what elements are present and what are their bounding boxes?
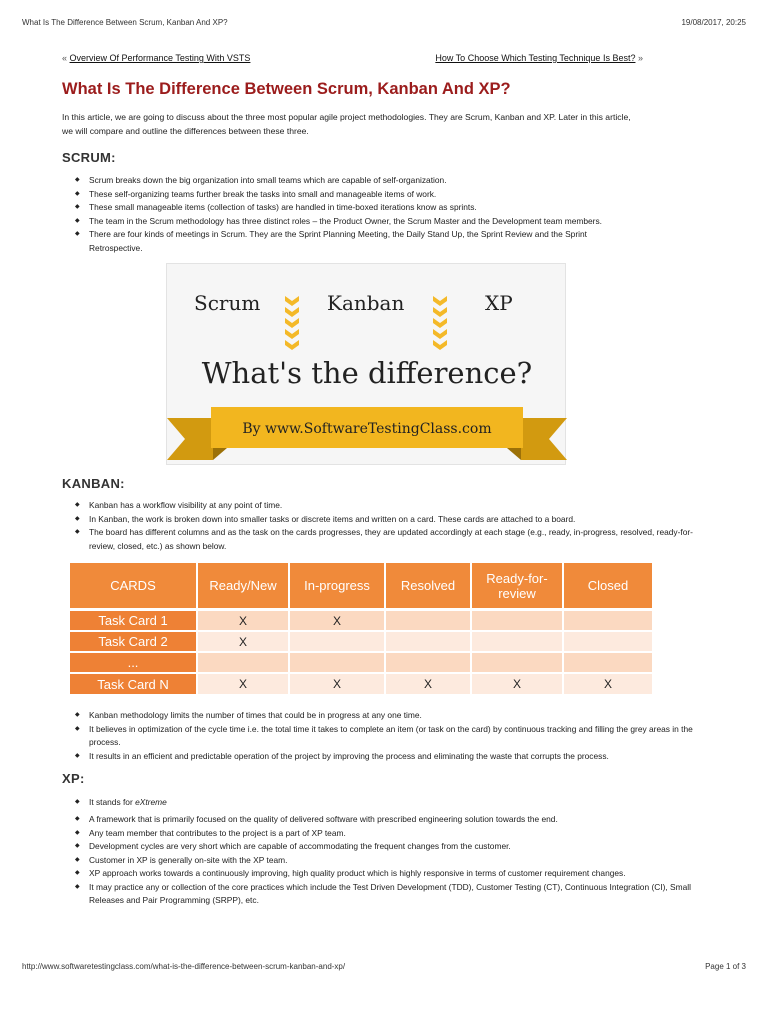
list-item: ◆ It believes in optimization of the cycle time i.e. the total time it takes to complete an item (or task on the card) by continuous tracking and filling the grey areas in the process. [75, 723, 695, 750]
post-navigation [62, 53, 643, 63]
kanban-heading: KANBAN: [62, 476, 125, 491]
table-header-cell: Resolved [386, 563, 472, 608]
table-cell: X [386, 674, 472, 694]
list-item: ◆ There are four kinds of meetings in Scrum. They are the Sprint Planning Meeting, the Daily Stand Up, the Sprint Review and the Sprint Retrospective. [75, 228, 635, 255]
table-cell [472, 632, 564, 651]
table-cell [198, 653, 290, 672]
article-title: What Is The Difference Between Scrum, Kanban And XP? [62, 80, 511, 98]
page-number: Page 1 of 3 [705, 962, 746, 971]
table-row [70, 611, 652, 630]
kanban-after-list [75, 709, 695, 763]
table-header-cell: In-progress [290, 563, 386, 608]
comparison-banner-image [166, 263, 566, 465]
table-cell [386, 653, 472, 672]
table-cell [290, 653, 386, 672]
table-cell [564, 611, 652, 630]
list-item: ◆ These small manageable items (collection of tasks) are handled in time-boxed iterations know as sprints. [75, 201, 695, 215]
list-item: ◆ The board has different columns and as the task on the cards progresses, they are updated accordingly at each stage (e.g., ready, in-progress, resolved, ready-for-review, closed, etc.) as shown below. [75, 526, 695, 553]
intro-line: In this article, we are going to discuss about the three most popular agile project methodologies. They are Scrum, Kanban and XP. Later in this article, [62, 112, 631, 122]
table-header-cell: Closed [564, 563, 652, 608]
print-header-datetime: 19/08/2017, 20:25 [681, 18, 746, 27]
table-cell: X [290, 674, 386, 694]
table-row [70, 632, 652, 651]
list-item: ◆ Customer in XP is generally on-site with the XP team. [75, 854, 695, 868]
row-label: Task Card 2 [70, 632, 198, 651]
stands-term: eXtreme [135, 797, 167, 807]
chevron-down-icon [433, 296, 447, 350]
table-header-cell: Ready-for-review [472, 563, 564, 608]
row-label: Task Card N [70, 674, 198, 694]
print-footer [22, 962, 746, 976]
kanban-board-table [70, 563, 652, 698]
list-item: ◆ It may practice any or collection of the core practices which include the Test Driven Development (TDD), Customer Testing (CT), Continuous Integration (CI), Small Releases and Pair Programming (SRPP), etc. [75, 881, 695, 908]
scrum-bullet-list [75, 174, 695, 255]
page-url: http://www.softwaretestingclass.com/what-is-the-difference-between-scrum-kanban-and-xp/ [22, 962, 346, 971]
banner-ribbon-text: By www.SoftwareTestingClass.com [242, 421, 492, 437]
table-header-cell: Ready/New [198, 563, 290, 608]
list-item: ◆ Development cycles are very short which are capable of accommodating the frequent changes from the customer. [75, 840, 695, 854]
table-header-row [70, 563, 652, 608]
table-cell: X [290, 611, 386, 630]
table-cell [564, 632, 652, 651]
banner-word-scrum: Scrum [194, 291, 261, 315]
prev-post-link[interactable]: Overview Of Performance Testing With VSTS [69, 53, 251, 63]
prev-arrow: « [62, 53, 68, 63]
article-intro [62, 110, 702, 138]
row-label: Task Card 1 [70, 611, 198, 630]
xp-bullet-list [75, 813, 695, 908]
banner-word-xp: XP [485, 291, 513, 315]
list-item: ◆ The team in the Scrum methodology has three distinct roles – the Product Owner, the Scrum Master and the Development team members. [75, 215, 695, 229]
kanban-bullet-list [75, 499, 695, 553]
list-item: ◆ Scrum breaks down the big organization into small teams which are capable of self-organization. [75, 174, 695, 188]
list-item [75, 796, 695, 810]
row-label: ... [70, 653, 198, 672]
xp-stands-list [75, 796, 695, 810]
table-cell [290, 632, 386, 651]
print-header-title: What Is The Difference Between Scrum, Kanban And XP? [22, 18, 228, 27]
table-cell: X [198, 611, 290, 630]
table-row [70, 653, 652, 672]
table-header-cell: CARDS [70, 563, 198, 608]
list-item: ◆ Any team member that contributes to the project is a part of XP team. [75, 827, 695, 841]
list-item: ◆ Kanban methodology limits the number of times that could be in progress at any one time. [75, 709, 695, 723]
list-item: ◆ A framework that is primarily focused on the quality of delivered software with prescribed engineering solution towards the end. [75, 813, 695, 827]
table-cell [472, 653, 564, 672]
table-cell: X [198, 632, 290, 651]
banner-word-kanban: Kanban [327, 291, 405, 315]
xp-heading: XP: [62, 771, 85, 786]
list-item: ◆ XP approach works towards a continuously improving, high quality product which is highly responsive in terms of customer requirement changes. [75, 867, 665, 881]
table-cell: X [198, 674, 290, 694]
next-post-link[interactable]: How To Choose Which Testing Technique Is Best? [435, 53, 636, 63]
table-cell [472, 611, 564, 630]
banner-headline: What's the difference? [201, 356, 533, 390]
list-item: ◆ Kanban has a workflow visibility at any point of time. [75, 499, 695, 513]
list-item: ◆ These self-organizing teams further break the tasks into small and manageable items of work. [75, 188, 695, 202]
list-item: ◆ It results in an efficient and predictable operation of the project by improving the process and eliminating the waste that corrupts the process. [75, 750, 695, 764]
table-cell: X [472, 674, 564, 694]
scrum-heading: SCRUM: [62, 150, 116, 165]
table-cell [386, 611, 472, 630]
next-post [435, 53, 643, 63]
chevron-down-icon [285, 296, 299, 350]
table-cell: X [564, 674, 652, 694]
stands-prefix: It stands for [89, 797, 136, 807]
prev-post [62, 53, 250, 63]
table-cell [564, 653, 652, 672]
intro-line: we will compare and outline the differences between these three. [62, 126, 309, 136]
list-item: ◆ In Kanban, the work is broken down into smaller tasks or discrete items and written on a card. These cards are attached to a board. [75, 513, 695, 527]
table-row [70, 674, 652, 694]
next-arrow: » [637, 53, 643, 63]
print-header [22, 18, 746, 32]
banner-ribbon [167, 404, 567, 466]
table-cell [386, 632, 472, 651]
